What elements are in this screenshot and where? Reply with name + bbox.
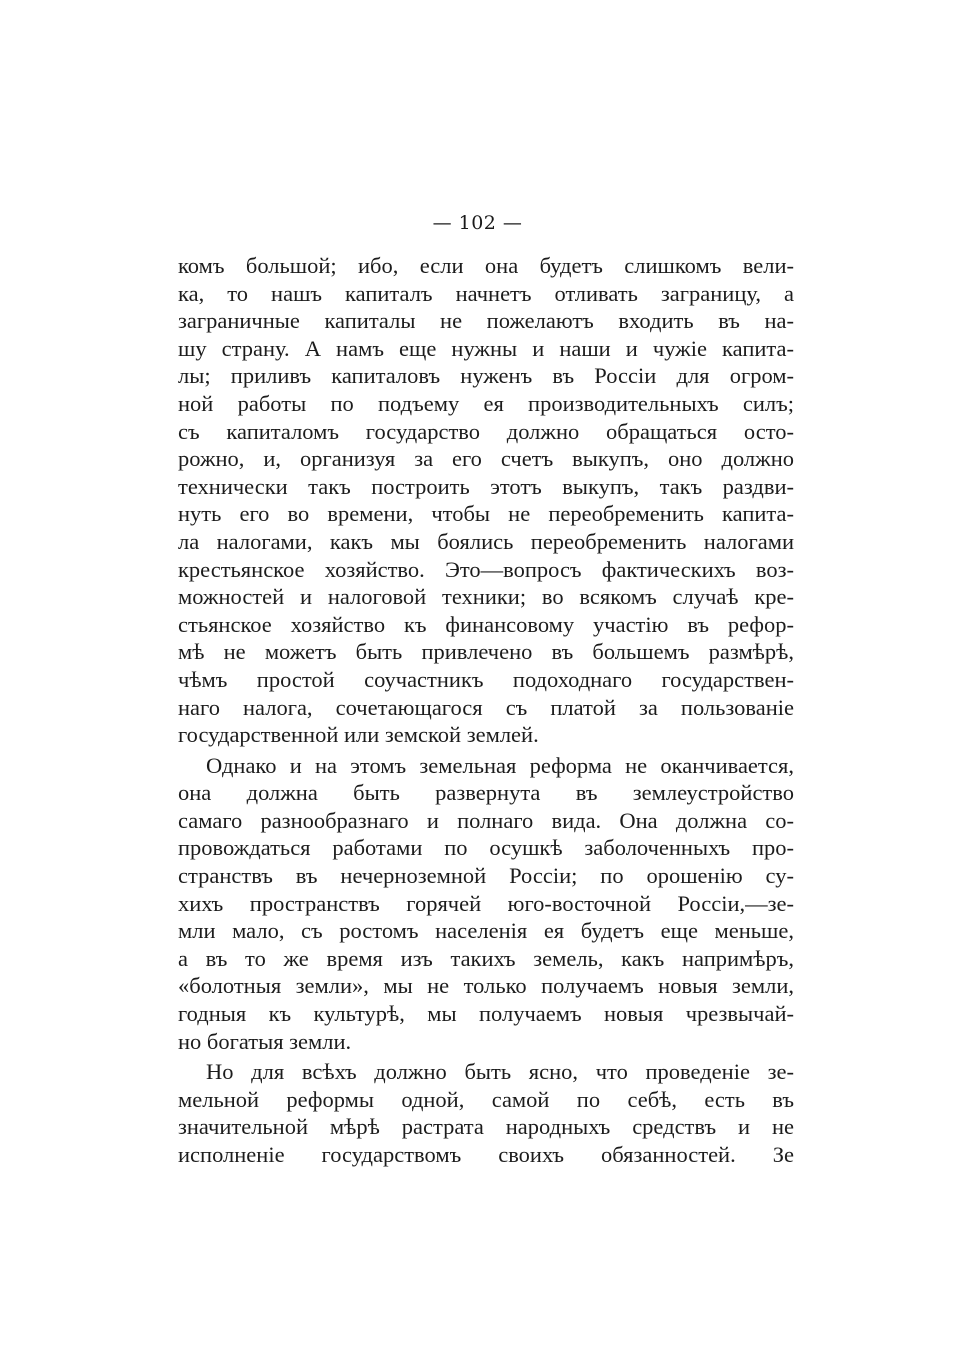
text-line: чѣмъ простой соучастникъ подоходнаго государствен- <box>178 666 794 692</box>
text-line: странствъ въ нечерноземной Россіи; по орошенію су- <box>178 863 794 889</box>
body-text <box>178 252 794 1169</box>
paragraph-start-line: Однако и на этомъ земельная реформа не оканчивается, <box>206 752 794 778</box>
text-line: заграничные капиталы не пожелаютъ входить въ на- <box>178 308 794 334</box>
text-line: крестьянское хозяйство. Это—вопросъ фактическихъ воз- <box>178 556 794 582</box>
text-line: технически такъ построить этотъ выкупъ, такъ раздви- <box>178 473 794 499</box>
text-line: съ капиталомъ государство должно обращаться осто- <box>178 418 794 444</box>
text-line: лы; приливъ капиталовъ нуженъ въ Россіи для огром- <box>178 363 794 389</box>
text-line: значительной мѣрѣ растрата народныхъ средствъ и не <box>178 1114 794 1140</box>
paragraph-end-line: но богатыя земли. <box>178 1028 352 1054</box>
paragraph-start-line: Но для всѣхъ должно быть ясно, что проведеніе зе- <box>206 1059 794 1085</box>
text-line: мли мало, съ ростомъ населенія ея будетъ еще меньше, <box>178 918 794 944</box>
text-line: ной работы по подъему ея производительныхъ силъ; <box>178 390 794 416</box>
text-line: провождаться работами по осушкѣ заболоченныхъ про- <box>178 835 794 861</box>
text-line: ка, то нашъ капиталъ начнетъ отливать заграницу, а <box>178 280 794 306</box>
text-line: наго налога, сочетающагося съ платой за пользованіе <box>178 694 794 720</box>
text-line: ла налогами, какъ мы боялись переобременить налогами <box>178 528 794 554</box>
text-line: самаго разнообразнаго и полнаго вида. Она должна со- <box>178 807 794 833</box>
text-line: «болотныя земли», мы не только получаемъ новыя земли, <box>178 973 794 999</box>
text-line: комъ большой; ибо, если она будетъ слишкомъ вели- <box>178 253 794 278</box>
text-line: мельной реформы одной, самой по себѣ, есть въ <box>178 1086 794 1112</box>
text-line: она должна быть развернута въ землеустройство <box>178 780 794 806</box>
text-line: исполненіе государствомъ своихъ обязанностей. Зе <box>178 1142 794 1167</box>
text-line: а въ то же время изъ такихъ земель, какъ напримѣръ, <box>178 945 794 971</box>
text-line: можностей и налоговой техники; во всякомъ случаѣ кре- <box>178 584 794 610</box>
page-number: — 102 — <box>432 212 523 234</box>
text-line: рожно, и, организуя за его счетъ выкупъ, оно должно <box>178 446 794 472</box>
text-line: хихъ пространствъ горячей юго-восточной Россіи,—зе- <box>178 890 794 916</box>
text-line: стьянское хозяйство къ финансовому участію въ рефор- <box>178 611 794 637</box>
paragraph-end-line: государственной или земской землей. <box>178 722 539 748</box>
text-line: шу страну. А намъ еще нужны и наши и чужіе капита- <box>178 335 794 361</box>
text-line: мѣ не можетъ быть привлечено въ большемъ размѣрѣ, <box>178 639 794 665</box>
text-line: нуть его во времени, чтобы не переобременить капита- <box>178 501 794 527</box>
text-line: годныя къ культурѣ, мы получаемъ новыя чрезвычай- <box>178 1001 794 1027</box>
